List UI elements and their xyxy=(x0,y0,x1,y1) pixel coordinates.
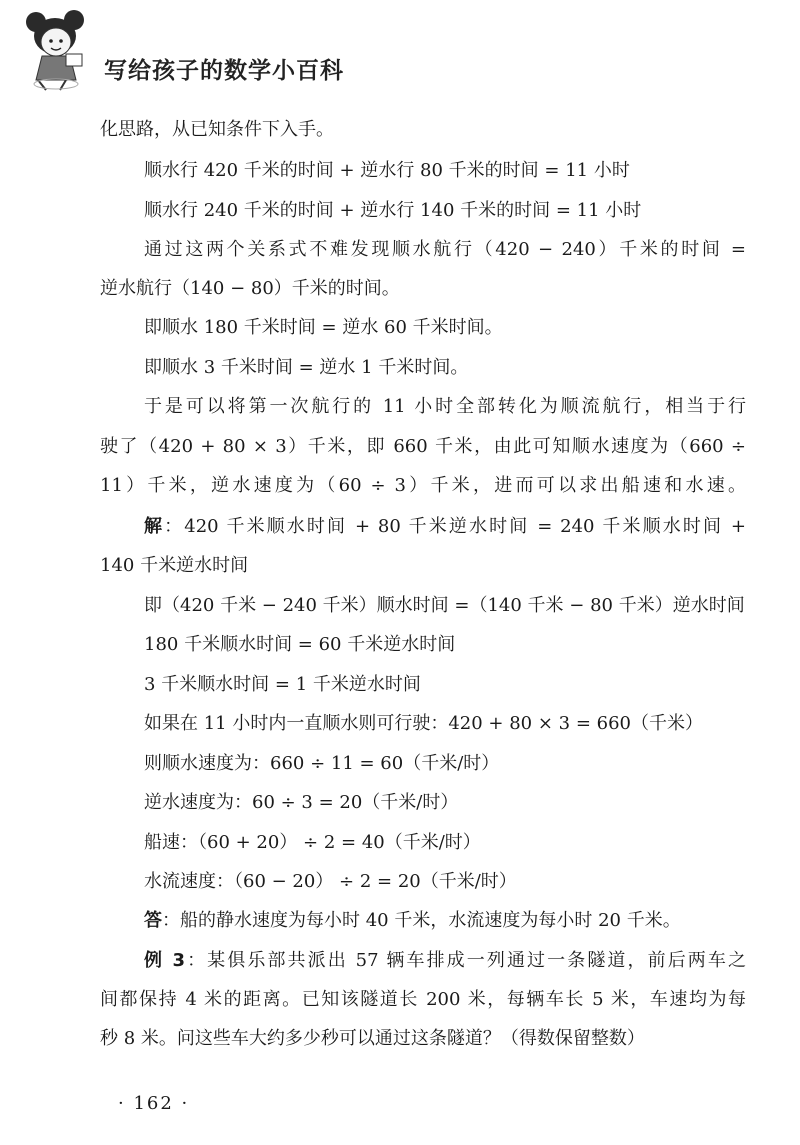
text-line: 顺水行 240 千米的时间 + 逆水行 140 千米的时间 = 11 小时 xyxy=(144,200,642,221)
text-line: 化思路，从已知条件下入手。 xyxy=(100,119,334,140)
text-line: 船速：（60 + 20） ÷ 2 = 40（千米/时） xyxy=(144,832,481,853)
text-line: 即（420 千米 − 240 千米）顺水时间 =（140 千米 − 80 千米）逆水时间 xyxy=(144,595,745,616)
book-title: 写给孩子的数学小百科 xyxy=(104,58,344,84)
text-span: ：420 千米顺水时间 + 80 千米逆水时间 = 240 千米顺水时间 + xyxy=(164,516,746,537)
text-line: 3 千米顺水时间 = 1 千米逆水时间 xyxy=(144,674,421,695)
example-label: 例 3 xyxy=(144,950,185,971)
girl-mascot-icon xyxy=(22,10,94,92)
text-line: 水流速度：（60 − 20） ÷ 2 = 20（千米/时） xyxy=(144,871,517,892)
answer-label: 答 xyxy=(144,910,162,931)
text-line: 即顺水 3 千米时间 = 逆水 1 千米时间。 xyxy=(144,357,469,378)
text-span: ：船的静水速度为每小时 40 千米，水流速度为每小时 20 千米。 xyxy=(162,910,681,931)
text-line: 则顺水速度为：660 ÷ 11 = 60（千米/时） xyxy=(144,753,500,774)
text-line: 逆水航行（140 − 80）千米的时间。 xyxy=(100,278,400,299)
page-header xyxy=(0,0,800,100)
solution-label: 解 xyxy=(144,516,165,537)
text-line: 即顺水 180 千米时间 = 逆水 60 千米时间。 xyxy=(144,317,503,338)
text-line: 逆水速度为：60 ÷ 3 = 20（千米/时） xyxy=(144,792,459,813)
text-line: 秒 8 米。问这些车大约多少秒可以通过这条隧道？（得数保留整数） xyxy=(100,1028,645,1049)
text-line xyxy=(144,909,681,933)
text-line: 如果在 11 小时内一直顺水则可行驶：420 + 80 × 3 = 660（千米） xyxy=(144,713,703,734)
text-line: 140 千米逆水时间 xyxy=(100,555,249,576)
text-line: 180 千米顺水时间 = 60 千米逆水时间 xyxy=(144,634,456,655)
text-line: 间都保持 4 米的距离。已知该隧道长 200 米，每辆车长 5 米，车速均为每 xyxy=(100,989,746,1010)
text-line xyxy=(144,949,746,973)
text-line: 顺水行 420 千米的时间 + 逆水行 80 千米的时间 = 11 小时 xyxy=(144,160,630,181)
text-line: 于是可以将第一次航行的 11 小时全部转化为顺流航行，相当于行 xyxy=(144,396,746,417)
text-span: ：某俱乐部共派出 57 辆车排成一列通过一条隧道，前后两车之 xyxy=(184,950,746,971)
text-line xyxy=(144,515,746,539)
text-line: 11）千米，逆水速度为（60 ÷ 3）千米，进而可以求出船速和水速。 xyxy=(100,475,746,496)
page-number: · 162 · xyxy=(118,1093,190,1114)
text-line: 驶了（420 + 80 × 3）千米，即 660 千米，由此可知顺水速度为（660 ÷ xyxy=(100,436,746,457)
text-line: 通过这两个关系式不难发现顺水航行（420 − 240）千米的时间 = xyxy=(144,239,746,260)
